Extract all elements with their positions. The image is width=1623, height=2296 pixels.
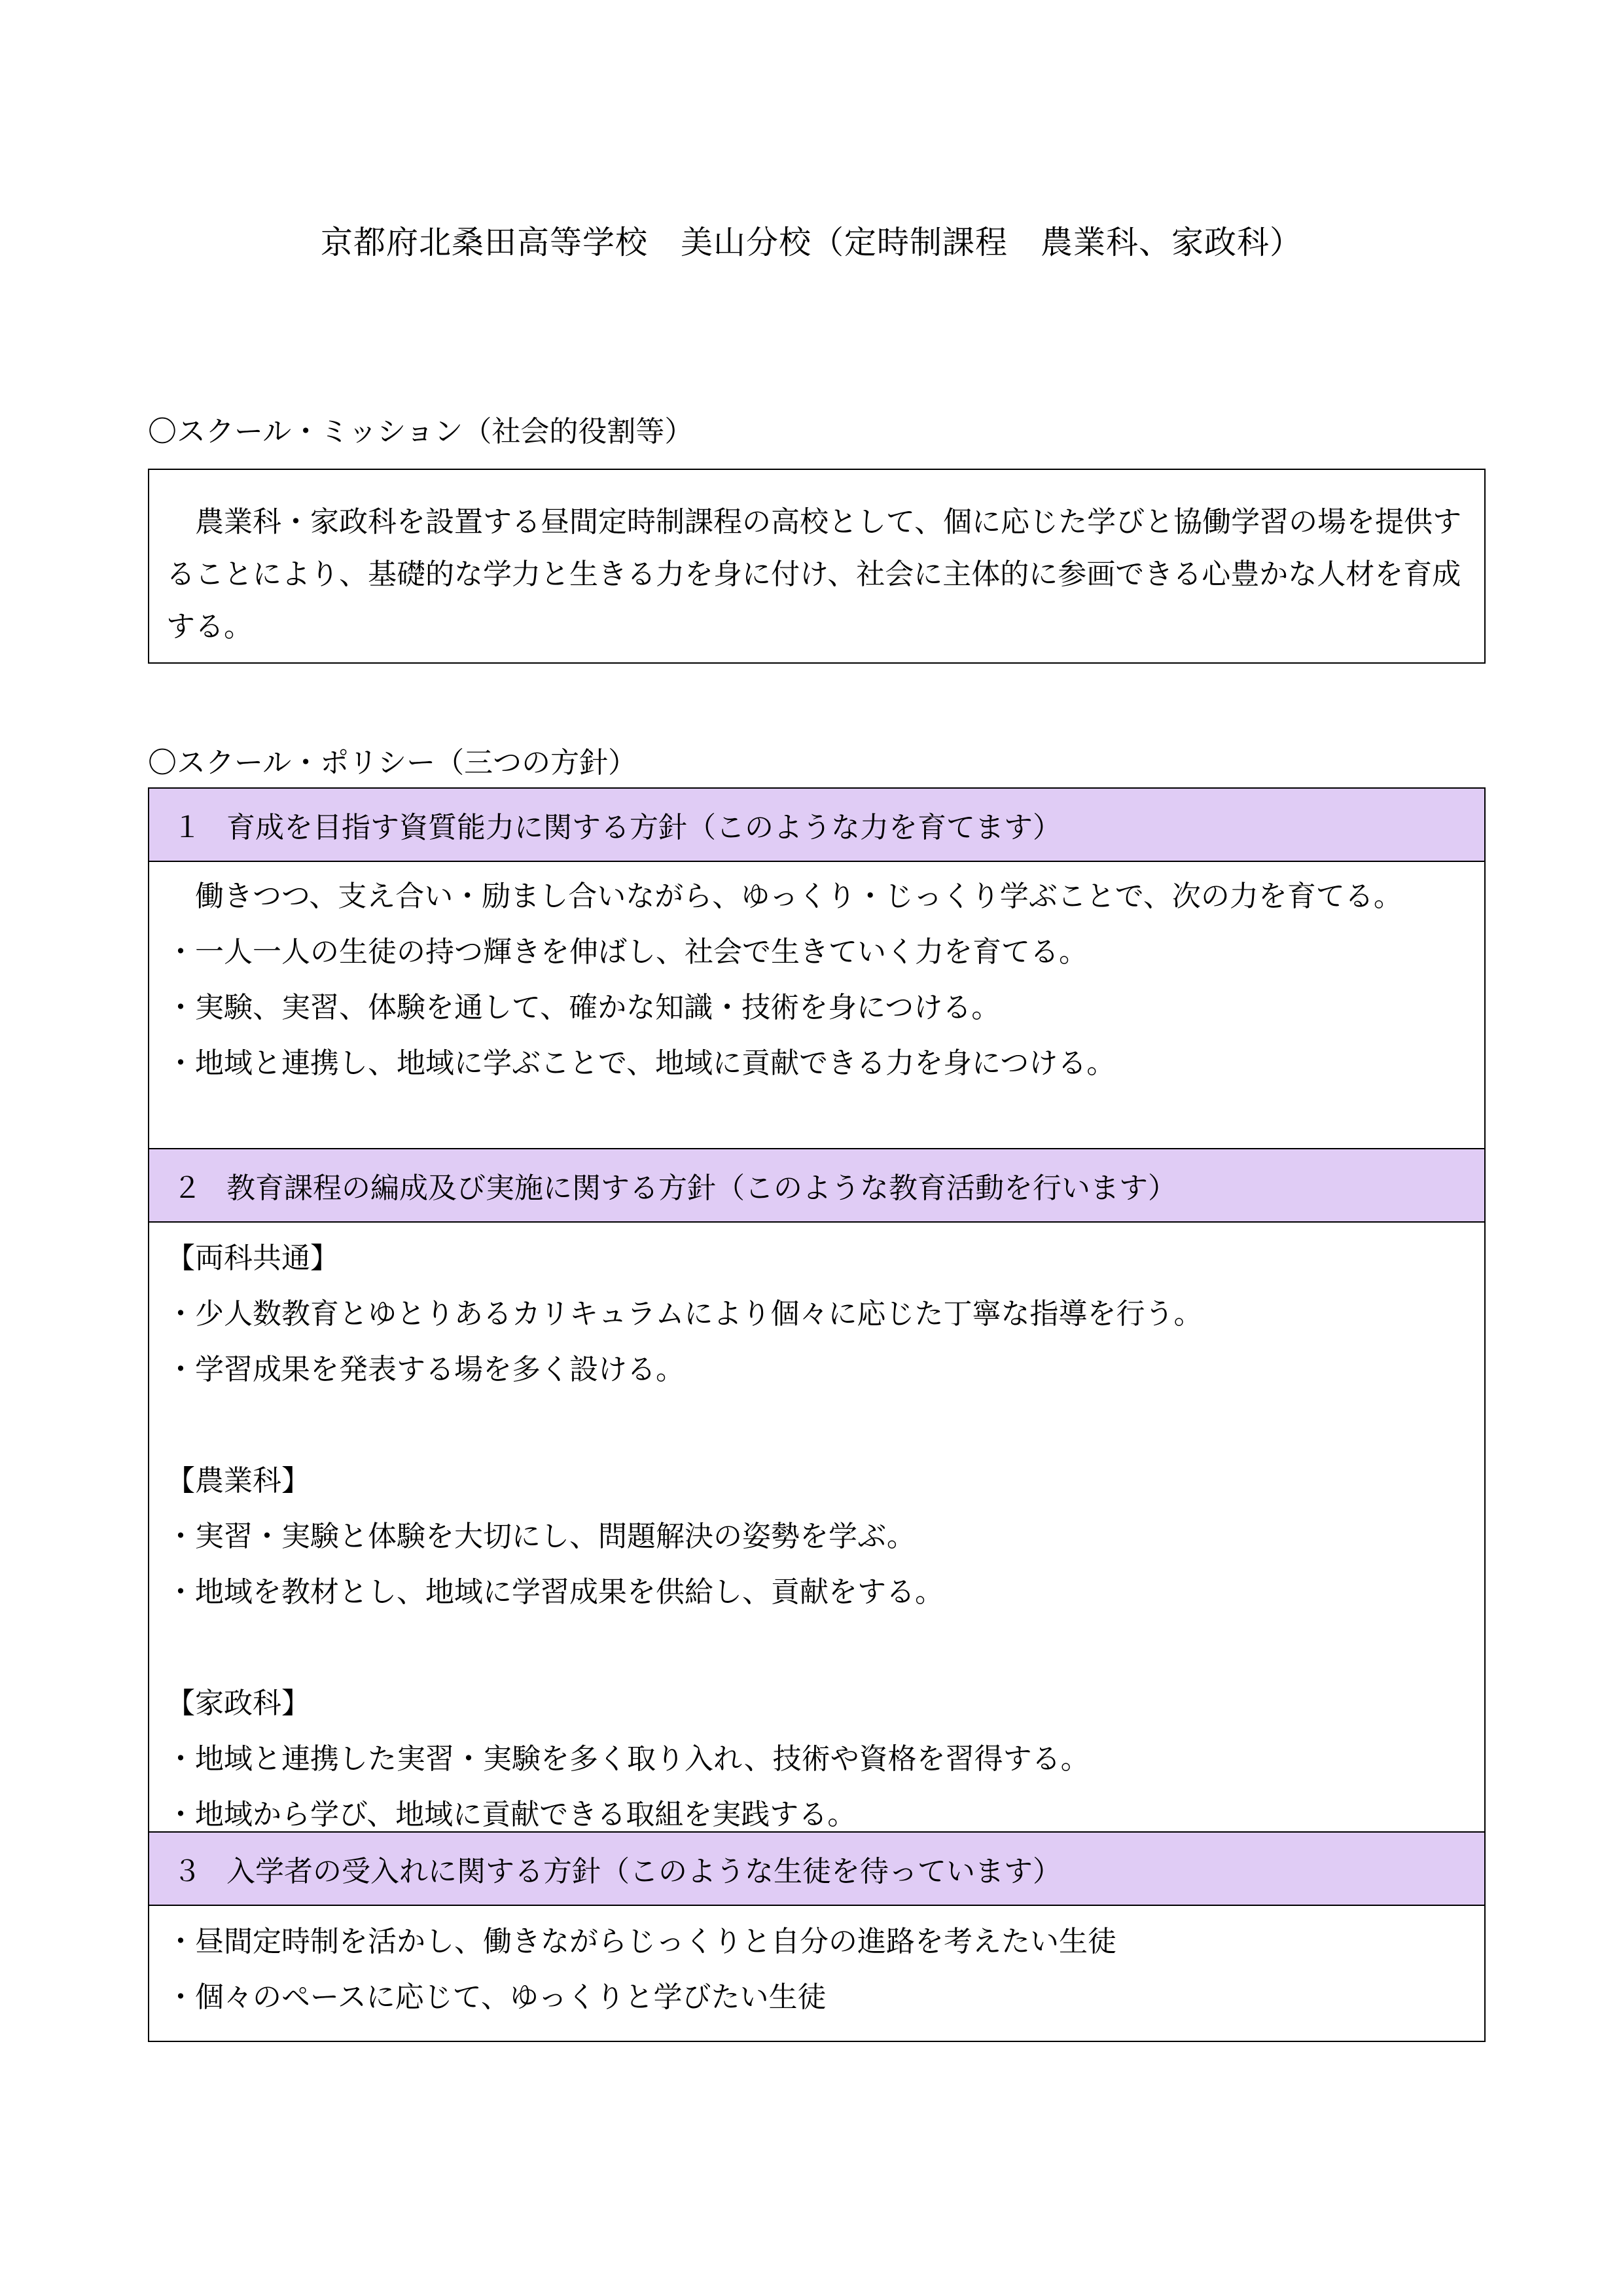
policy-3-title: 入学者の受入れに関する方針（このような生徒を待っています） (226, 1855, 1061, 1888)
group-label-common: 【両科共通】 (166, 1242, 339, 1275)
mission-heading: 〇スクール・ミッション（社会的役割等） (148, 415, 694, 448)
list-item: ・地域と連携した実習・実験を多く取り入れ、技術や資格を習得する。 (166, 1742, 1090, 1776)
list-item: ・実験、実習、体験を通して、確かな知識・技術を身につける。 (166, 991, 1001, 1024)
policy-1-title: 育成を目指す資質能力に関する方針（このような力を育てます） (226, 811, 1061, 844)
list-item: ・少人数教育とゆとりあるカリキュラムにより個々に応じた丁寧な指導を行う。 (166, 1297, 1203, 1331)
list-item: ・昼間定時制を活かし、働きながらじっくりと自分の進路を考えたい生徒 (166, 1925, 1116, 1958)
group-label-agriculture: 【農業科】 (166, 1464, 310, 1498)
policy-3-header (149, 1833, 1484, 1906)
list-item: ・地域を教材とし、地域に学習成果を供給し、貢献をする。 (166, 1575, 944, 1609)
list-item: ・地域と連携し、地域に学ぶことで、地域に貢献できる力を身につける。 (166, 1047, 1116, 1080)
policy-2-header (149, 1149, 1484, 1223)
policy-1-intro: 働きつつ、支え合い・励まし合いながら、ゆっくり・じっくり学ぶことで、次の力を育てる。 (195, 880, 1402, 913)
list-item: ・個々のペースに応じて、ゆっくりと学びたい生徒 (166, 1981, 827, 2014)
policy-1-body (149, 862, 1484, 1149)
policy-2-number: ２ (173, 1172, 202, 1205)
policy-3-number: ３ (173, 1855, 202, 1888)
policy-table (148, 787, 1486, 2042)
policy-1-number: １ (173, 811, 202, 844)
policy-2-body (149, 1223, 1484, 1833)
list-item: ・実習・実験と体験を大切にし、問題解決の姿勢を学ぶ。 (166, 1520, 916, 1553)
list-item: ・地域から学び、地域に貢献できる取組を実践する。 (166, 1798, 857, 1831)
group-label-home-economics: 【家政科】 (166, 1687, 310, 1720)
page-title: 京都府北桑田高等学校 美山分校（定時制課程 農業科、家政科） (320, 224, 1302, 261)
policy-3-body (149, 1906, 1484, 2041)
list-item: ・一人一人の生徒の持つ輝きを伸ばし、社会で生きていく力を育てる。 (166, 935, 1088, 969)
list-item: ・学習成果を発表する場を多く設ける。 (166, 1353, 685, 1386)
policy-2-title: 教育課程の編成及び実施に関する方針（このような教育活動を行います） (226, 1172, 1177, 1205)
mission-box (148, 469, 1486, 664)
policy-heading: 〇スクール・ポリシー（三つの方針） (148, 746, 637, 780)
policy-1-header (149, 789, 1484, 862)
mission-text: 農業科・家政科を設置する昼間定時制課程の高校として、個に応じた学びと協働学習の場を提供することにより、基礎的な学力と生きる力を身に付け、社会に主体的に参画できる心豊かな人材を育成する。 (166, 505, 1462, 643)
